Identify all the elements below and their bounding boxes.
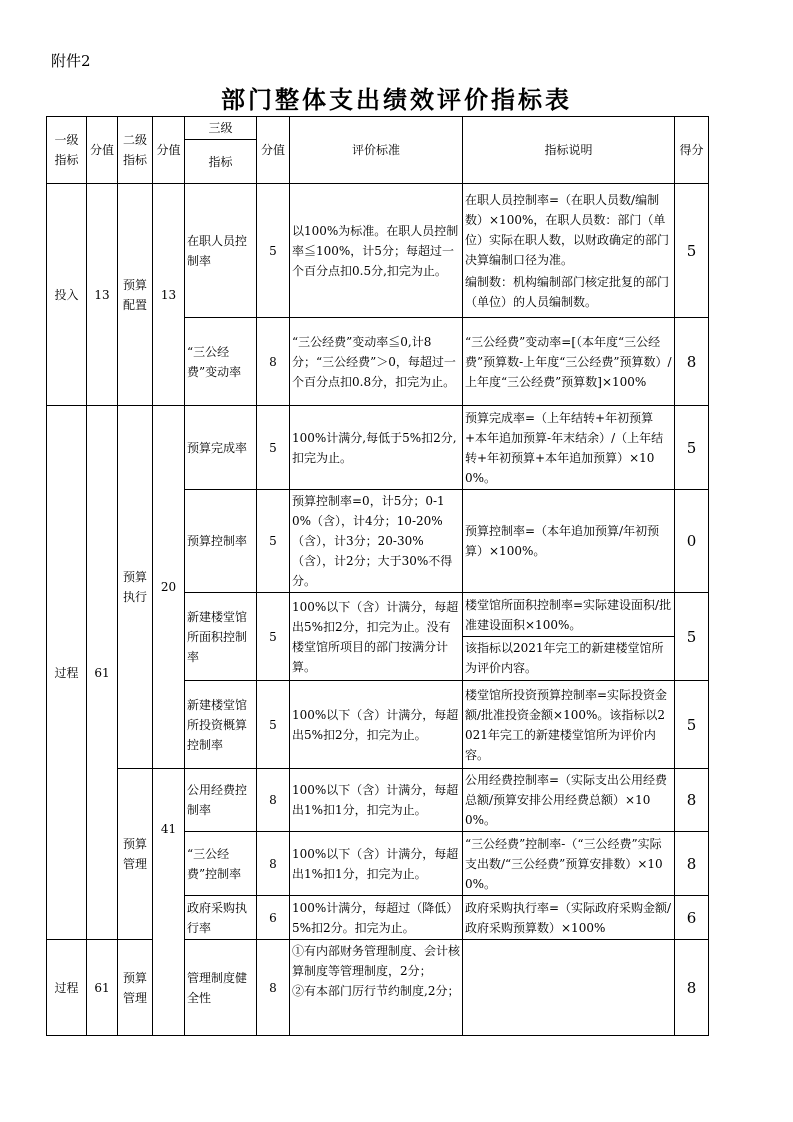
desc-gov-procurement: 政府采购执行率=（实际政府采购金额/政府采购预算数）×100%: [463, 896, 675, 940]
got-staff-control: 5: [675, 184, 709, 318]
header-l2: 二级指标: [118, 117, 153, 184]
l3-three-public-change-score: 8: [257, 318, 290, 406]
got-gov-procurement: 6: [675, 896, 709, 940]
header-l1: 一级指标: [47, 117, 87, 184]
l1-input-score: 13: [87, 184, 118, 406]
criteria-staff-control: 以100%为标准。在职人员控制率≦100%，计5分；每超过一个百分点扣0.5分,扣完为止。: [290, 184, 463, 318]
got-building-invest: 5: [675, 681, 709, 769]
desc-budget-completion: 预算完成率=（上年结转+年初预算+本年追加预算-年末结余）/（上年结转+年初预算+本年追加预算）×100%。: [463, 406, 675, 490]
got-mgmt-system: 8: [675, 940, 709, 1036]
desc-building-area: 楼堂馆所面积控制率=实际建设面积/批准建设面积×100%。: [463, 594, 674, 637]
desc-budget-control: 预算控制率=（本年追加预算/年初预算）×100%。: [463, 490, 675, 593]
l3-budget-control: 预算控制率: [185, 490, 257, 593]
header-l3: 三级: [185, 117, 257, 140]
header-got: 得分: [675, 117, 709, 184]
annex-label: 附件2: [51, 52, 91, 70]
l3-public-funds-score: 8: [257, 769, 290, 832]
l3-public-funds: 公用经费控制率: [185, 769, 257, 832]
l2-budget-mgmt-score: 41: [153, 769, 185, 1036]
l3-budget-control-score: 5: [257, 490, 290, 593]
got-three-public-control: 8: [675, 832, 709, 896]
got-budget-completion: 5: [675, 406, 709, 490]
header-score: 分值: [87, 117, 118, 184]
l3-building-invest-score: 5: [257, 681, 290, 769]
l3-staff-control: 在职人员控制率: [185, 184, 257, 318]
criteria-mgmt-system-2: ②有本部门厉行节约制度,2分；: [292, 984, 460, 998]
desc-staff-control: 在职人员控制率=（在职人员数/编制数）×100%，在职人员数：部门（单位）实际在职人数，以财政确定的部门决算编制口径为准。: [465, 192, 670, 267]
l2-budget-mgmt: 预算管理: [118, 769, 153, 940]
header-l3-sub: 指标: [185, 140, 257, 184]
l3-gov-procurement-score: 6: [257, 896, 290, 940]
got-building-area: 5: [675, 593, 709, 681]
desc-mgmt-system: [463, 940, 675, 1036]
criteria-building-area: 100%以下（含）计满分，每超出5%扣2分，扣完为止。没有楼堂馆所项目的部门按满分计算。: [290, 593, 463, 681]
criteria-budget-control: 预算控制率=0，计5分；0-10%（含），计4分；10-20%（含），计3分；20-30%（含），计2分；大于30%不得分。: [290, 490, 463, 593]
got-public-funds: 8: [675, 769, 709, 832]
criteria-three-public-change: “三公经费”变动率≦0,计8分；“三公经费”＞0，每超过一个百分点扣0.8分，扣完为止。: [290, 318, 463, 406]
desc-staff-control-note: 编制数：机构编制部门核定批复的部门（单位）的人员编制数。: [465, 274, 670, 309]
l2-budget-config: 预算配置: [118, 184, 153, 406]
header-desc: 指标说明: [463, 117, 675, 184]
criteria-public-funds: 100%以下（含）计满分，每超出1%扣1分，扣完为止。: [290, 769, 463, 832]
l2-budget-mgmt-cont: 预算管理: [118, 940, 153, 1036]
l2-budget-config-score: 13: [153, 184, 185, 406]
desc-three-public-control: “三公经费”控制率-（“三公经费”实际支出数/“三公经费”预算安排数）×100%。: [463, 832, 675, 896]
l1-process: 过程: [47, 406, 87, 940]
l3-building-area: 新建楼堂馆所面积控制率: [185, 593, 257, 681]
got-budget-control: 0: [675, 490, 709, 593]
l3-budget-completion: 预算完成率: [185, 406, 257, 490]
l3-mgmt-system-score: 8: [257, 940, 290, 1036]
l3-gov-procurement: 政府采购执行率: [185, 896, 257, 940]
l3-budget-completion-score: 5: [257, 406, 290, 490]
criteria-three-public-control: 100%以下（含）计满分，每超出1%扣1分，扣完为止。: [290, 832, 463, 896]
page-title: 部门整体支出绩效评价指标表: [221, 86, 572, 114]
criteria-budget-completion: 100%计满分,每低于5%扣2分,扣完为止。: [290, 406, 463, 490]
indicator-table: [46, 116, 709, 1036]
criteria-mgmt-system-1: ①有内部财务管理制度、会计核算制度等管理制度，2分；: [292, 944, 461, 978]
desc-building-invest: 楼堂馆所投资预算控制率=实际投资金额/批准投资金额×100%。该指标以2021年完工的新建楼堂馆所为评价内容。: [463, 681, 675, 769]
l3-three-public-control-score: 8: [257, 832, 290, 896]
desc-public-funds: 公用经费控制率=（实际支出公用经费总额/预算安排公用经费总额）×100%。: [463, 769, 675, 832]
l3-building-invest: 新建楼堂馆所投资概算控制率: [185, 681, 257, 769]
l3-three-public-control: “三公经费”控制率: [185, 832, 257, 896]
l3-building-area-score: 5: [257, 593, 290, 681]
l1-process-cont-score: 61: [87, 940, 118, 1036]
header-score2: 分值: [153, 117, 185, 184]
header-score3: 分值: [257, 117, 290, 184]
desc-building-area-note: 该指标以2021年完工的新建楼堂馆所为评价内容。: [465, 641, 664, 675]
l2-budget-exec: 预算执行: [118, 406, 153, 769]
l2-budget-exec-score: 20: [153, 406, 185, 769]
l1-process-cont: 过程: [47, 940, 87, 1036]
l1-process-score: 61: [87, 406, 118, 940]
l3-three-public-change: “三公经费”变动率: [185, 318, 257, 406]
header-criteria: 评价标准: [290, 117, 463, 184]
l3-mgmt-system: 管理制度健全性: [185, 940, 257, 1036]
criteria-building-invest: 100%以下（含）计满分，每超出5%扣2分，扣完为止。: [290, 681, 463, 769]
got-three-public-change: 8: [675, 318, 709, 406]
desc-three-public-change: “三公经费”变动率=[（本年度“三公经费”预算数-上年度“三公经费”预算数）/上年度“三公经费”预算数]×100%: [463, 318, 675, 406]
criteria-gov-procurement: 100%计满分，每超过（降低）5%扣2分。扣完为止。: [290, 896, 463, 940]
l3-staff-control-score: 5: [257, 184, 290, 318]
l1-input: 投入: [47, 184, 87, 406]
